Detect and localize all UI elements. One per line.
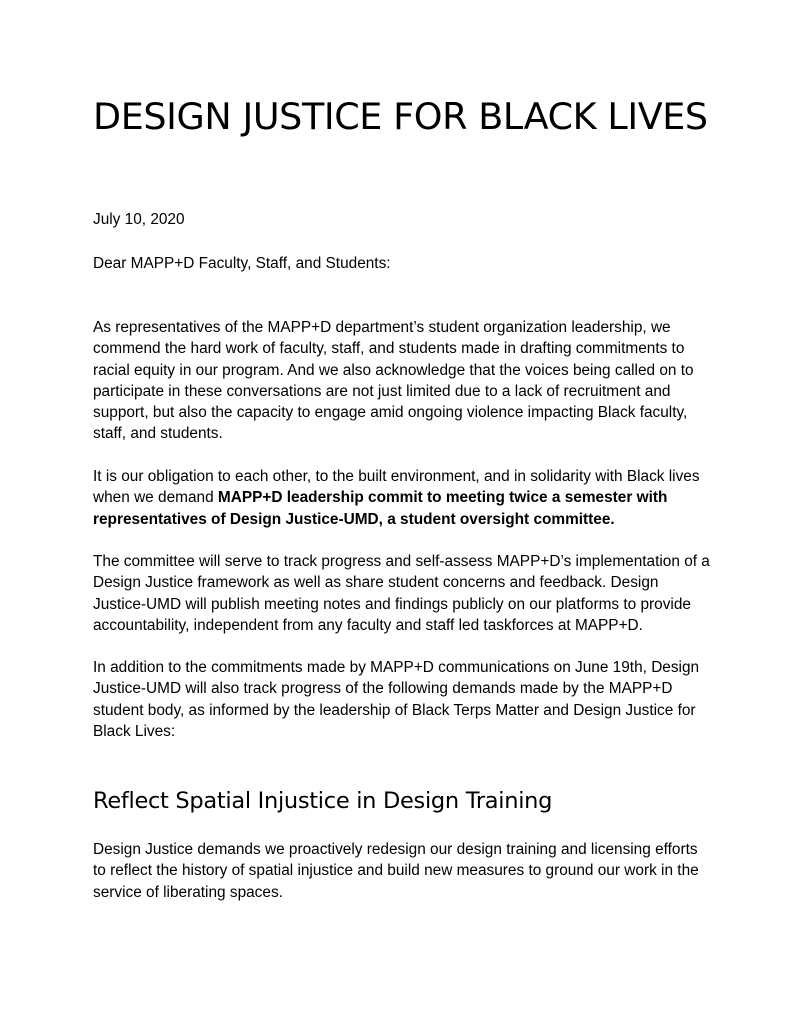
demand-bold-text: MAPP+D leadership commit to meeting twice a semester with (217, 489, 668, 507)
paragraph-line: support, but also the capacity to engage amid ongoing violence impacting Black faculty, (93, 404, 688, 422)
paragraph-line: As representatives of the MAPP+D department’s student organization leadership, we (93, 319, 671, 336)
paragraph-design-training (93, 839, 705, 903)
paragraph-line: to reflect the history of spatial injustice and build new measures to ground our work in the (93, 862, 699, 880)
paragraph-line: Justice-UMD will publish meeting notes and findings publicly on our platforms to provide (93, 595, 691, 613)
demand-lead-text: when we demand (93, 489, 218, 507)
paragraph-line: Design Justice demands we proactively redesign our design training and licensing efforts (93, 841, 698, 858)
document-title: DESIGN JUSTICE FOR BLACK LIVES (93, 95, 708, 138)
paragraph-line: It is our obligation to each other, to the built environment, and in solidarity with Black lives (93, 468, 700, 485)
paragraph-line: Design Justice framework as well as share student concerns and feedback. Design (93, 574, 659, 592)
paragraph-line: student body, as informed by the leadership of Black Terps Matter and Design Justice for (93, 701, 696, 719)
letter-salutation: Dear MAPP+D Faculty, Staff, and Students: (93, 255, 391, 272)
letter-date: July 10, 2020 (93, 211, 185, 228)
paragraph-demand (93, 466, 705, 530)
paragraph-line: Justice-UMD will also track progress of the following demands made by the MAPP+D (93, 680, 673, 698)
paragraph-line: racial equity in our program. And we also acknowledge that the voices being called on to (93, 361, 694, 379)
paragraph-committee (93, 551, 710, 636)
demand-bold-text: representatives of Design Justice-UMD, a student oversight committee. (93, 510, 615, 528)
paragraph-line: Black Lives: (93, 722, 176, 740)
paragraph-line (93, 509, 705, 530)
section-heading: Reflect Spatial Injustice in Design Training (93, 788, 553, 814)
paragraph-line: service of liberating spaces. (93, 883, 283, 901)
paragraph-line: commend the hard work of faculty, staff, and students made in drafting commitments to (93, 340, 685, 358)
paragraph-line: accountability, independent from any faculty and staff led taskforces at MAPP+D. (93, 616, 643, 634)
paragraph-commitments (93, 657, 705, 742)
paragraph-line: The committee will serve to track progress and self-assess MAPP+D’s implementation of a (93, 553, 710, 570)
paragraph-line: In addition to the commitments made by MAPP+D communications on June 19th, Design (93, 659, 700, 676)
paragraph-line: staff, and students. (93, 425, 223, 443)
paragraph-line (93, 487, 705, 508)
paragraph-line: participate in these conversations are not just limited due to a lack of recruitment and (93, 382, 671, 400)
paragraph-intro (93, 317, 705, 445)
